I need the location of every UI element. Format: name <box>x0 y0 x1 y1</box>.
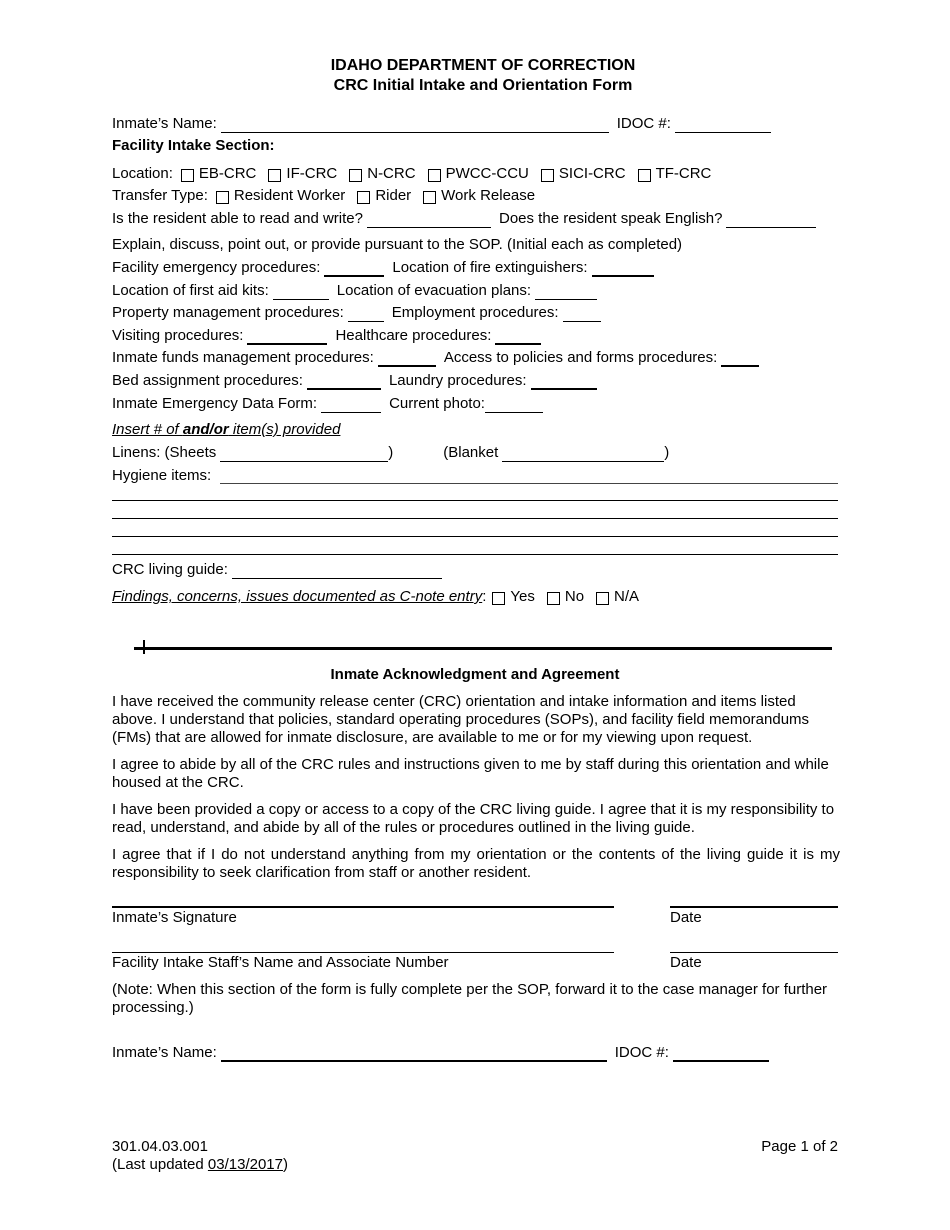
findings-checkbox-yes[interactable] <box>492 592 505 605</box>
sop-initial-field[interactable] <box>273 284 329 300</box>
acknowledgment-paragraph: I agree that if I do not understand anything from my orientation or the contents of the living guide it is my responsibility to seek clarification from staff or another resident. <box>112 846 840 881</box>
blanket-field[interactable] <box>502 446 664 462</box>
sop-item-label: Bed assignment procedures: <box>112 372 303 389</box>
transfer-checkbox[interactable] <box>357 191 370 204</box>
sop-item-label: Access to policies and forms procedures: <box>443 349 718 366</box>
sop-row <box>112 304 609 322</box>
bottom-idoc-field[interactable] <box>673 1045 769 1062</box>
acknowledgment-paragraph: I have been provided a copy or access to a copy of the CRC living guide. I agree that it is my responsibility to read, understand, and abide by all of the rules or procedures outlined in the living guide. <box>112 801 835 836</box>
linens-label: Linens: (Sheets <box>112 444 217 461</box>
items-note-post: item(s) provided <box>228 421 341 438</box>
findings-checkbox-na[interactable] <box>596 592 609 605</box>
sop-row <box>112 282 605 300</box>
transfer-option: Resident Worker <box>233 187 346 204</box>
inmate-name-field[interactable] <box>221 117 609 133</box>
findings-option-yes: Yes <box>510 588 535 605</box>
form-number: 301.04.03.001 <box>112 1138 208 1155</box>
last-updated-date: 03/13/2017 <box>207 1156 283 1173</box>
location-checkbox[interactable] <box>181 169 194 182</box>
sop-initial-field[interactable] <box>348 306 384 322</box>
sop-initial-field[interactable] <box>378 350 436 367</box>
hygiene-items-label: Hygiene items: <box>112 467 212 484</box>
inmate-signature-date-line[interactable] <box>670 906 838 908</box>
literacy-row <box>112 210 816 228</box>
blanket-close-paren: ) <box>664 444 670 461</box>
english-field[interactable] <box>726 212 816 228</box>
sop-item-label: Healthcare procedures: <box>335 327 492 344</box>
sop-item-label: Employment procedures: <box>391 304 559 321</box>
last-updated <box>112 1156 288 1174</box>
idoc-label: IDOC #: <box>616 115 671 132</box>
sop-initial-field[interactable] <box>531 373 597 390</box>
findings-option-na: N/A <box>614 588 640 605</box>
location-row <box>112 165 711 183</box>
last-updated-post: ) <box>282 1156 288 1173</box>
staff-date-line[interactable] <box>670 952 838 953</box>
page-number: Page 1 of 2 <box>761 1138 838 1155</box>
living-guide-row <box>112 561 450 579</box>
hygiene-line[interactable] <box>112 554 838 555</box>
sop-intro: Explain, discuss, point out, or provide pursuant to the SOP. (Initial each as completed) <box>112 236 683 253</box>
location-option: SICI-CRC <box>558 165 626 182</box>
idoc-field[interactable] <box>675 117 771 133</box>
location-option: TF-CRC <box>655 165 712 182</box>
blanket-label: (Blanket <box>443 444 499 461</box>
linens-row <box>112 444 669 462</box>
staff-name-label: Facility Intake Staff’s Name and Associate Number <box>112 954 449 971</box>
sop-row <box>112 349 767 367</box>
sop-item-label: Inmate funds management procedures: <box>112 349 374 366</box>
findings-label: Findings, concerns, issues documented as C-note entry <box>112 588 483 605</box>
location-option: PWCC-CCU <box>445 165 529 182</box>
living-guide-label: CRC living guide: <box>112 561 228 578</box>
hygiene-line[interactable] <box>112 518 838 519</box>
routing-note: (Note: When this section of the form is fully complete per the SOP, forward it to the case manager for further processing.) <box>112 981 828 1016</box>
location-option: EB-CRC <box>198 165 257 182</box>
sop-initial-field[interactable] <box>495 328 541 345</box>
facility-intake-heading: Facility Intake Section: <box>112 137 275 154</box>
inmate-name-label: Inmate’s Name: <box>112 115 217 132</box>
location-option: IF-CRC <box>286 165 338 182</box>
bottom-inmate-name-label: Inmate’s Name: <box>112 1044 217 1061</box>
sop-item-label: Facility emergency procedures: <box>112 259 321 276</box>
inmate-date-label: Date <box>670 909 702 926</box>
sop-initial-field[interactable] <box>324 260 384 277</box>
sop-initial-field[interactable] <box>563 306 601 322</box>
sop-row <box>112 259 662 277</box>
section-divider <box>134 647 832 650</box>
inmate-name-row <box>112 115 779 133</box>
location-checkbox[interactable] <box>349 169 362 182</box>
acknowledgment-paragraph: I have received the community release center (CRC) orientation and intake information and items listed above. I understand that policies, standard operating procedures (SOPs), and facility field memorandums (FMs) that are allowed for inmate disclosure, are available to me or for my viewing upon request. <box>112 693 810 746</box>
sop-item-label: Inmate Emergency Data Form: <box>112 395 318 412</box>
form-title: CRC Initial Intake and Orientation Form <box>333 77 633 94</box>
sop-initial-field[interactable] <box>247 328 327 345</box>
location-checkbox[interactable] <box>541 169 554 182</box>
transfer-checkbox[interactable] <box>216 191 229 204</box>
hygiene-line[interactable] <box>112 536 838 537</box>
read-write-question: Is the resident able to read and write? <box>112 210 363 227</box>
findings-row <box>112 588 639 606</box>
transfer-option: Rider <box>375 187 412 204</box>
transfer-type-label: Transfer Type: <box>112 187 208 204</box>
staff-date-label: Date <box>670 954 702 971</box>
acknowledgment-heading: Inmate Acknowledgment and Agreement <box>330 666 620 683</box>
findings-checkbox-no[interactable] <box>547 592 560 605</box>
sop-item-label: Location of first aid kits: <box>112 282 269 299</box>
sop-initial-field[interactable] <box>307 373 381 390</box>
transfer-option: Work Release <box>441 187 536 204</box>
bottom-idoc-label: IDOC #: <box>614 1044 669 1061</box>
items-note-bold: and/or <box>182 421 229 438</box>
location-option: N-CRC <box>367 165 416 182</box>
sheets-close-paren: ) <box>388 444 394 461</box>
transfer-checkbox[interactable] <box>423 191 436 204</box>
sop-item-label: Property management procedures: <box>112 304 344 321</box>
location-checkbox[interactable] <box>638 169 651 182</box>
last-updated-pre: (Last updated <box>112 1156 208 1173</box>
sop-initial-field[interactable] <box>485 397 543 413</box>
sop-initial-field[interactable] <box>321 397 381 413</box>
sop-item-label: Current photo: <box>389 395 485 412</box>
sheets-field[interactable] <box>220 446 388 462</box>
items-note-pre: Insert # of <box>112 421 183 438</box>
sop-row <box>112 395 551 413</box>
read-write-field[interactable] <box>367 212 491 228</box>
english-question: Does the resident speak English? <box>499 210 723 227</box>
divider-tick <box>143 640 145 654</box>
acknowledgment-paragraph: I agree to abide by all of the CRC rules and instructions given to me by staff during this orientation and while housed at the CRC. <box>112 756 829 791</box>
transfer-type-row <box>112 187 535 205</box>
location-checkbox[interactable] <box>268 169 281 182</box>
living-guide-field[interactable] <box>232 563 442 579</box>
location-label: Location: <box>112 165 173 182</box>
items-provided-note <box>112 421 340 439</box>
bottom-inmate-name-field[interactable] <box>221 1045 607 1062</box>
sop-initial-field[interactable] <box>592 260 654 277</box>
sop-item-label: Visiting procedures: <box>112 327 244 344</box>
hygiene-items-field[interactable] <box>220 483 838 484</box>
sop-item-label: Laundry procedures: <box>388 372 527 389</box>
staff-name-line[interactable] <box>112 952 614 953</box>
sop-row <box>112 327 549 345</box>
inmate-signature-label: Inmate’s Signature <box>112 909 237 926</box>
form-agency-title: IDAHO DEPARTMENT OF CORRECTION <box>330 57 636 74</box>
findings-colon: : <box>482 588 487 605</box>
sop-initial-field[interactable] <box>721 350 759 367</box>
location-checkbox[interactable] <box>428 169 441 182</box>
sop-row <box>112 372 605 390</box>
hygiene-line[interactable] <box>112 500 838 501</box>
sop-item-label: Location of fire extinguishers: <box>392 259 588 276</box>
sop-initial-field[interactable] <box>535 284 597 300</box>
sop-item-label: Location of evacuation plans: <box>336 282 532 299</box>
bottom-inmate-name-row <box>112 1044 777 1062</box>
findings-option-no: No <box>564 588 585 605</box>
inmate-signature-line[interactable] <box>112 906 614 908</box>
